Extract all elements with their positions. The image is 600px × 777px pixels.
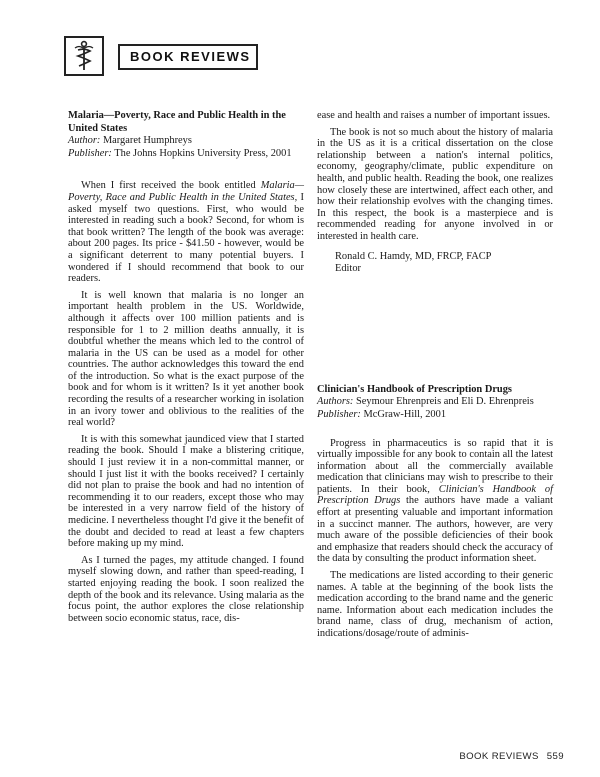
review-publisher: [68, 148, 304, 161]
second-review: [317, 384, 553, 640]
book-title-italic: Malaria—Poverty, Race and Public Health in the United States,: [68, 180, 304, 203]
publisher-name: McGraw-Hill, 2001: [363, 408, 447, 420]
authors-names: Seymour Ehrenpreis and Eli D. Ehrenpreis: [355, 396, 534, 408]
body-paragraph: [317, 438, 553, 566]
publisher-name: The Johns Hopkins University Press, 2001: [114, 147, 292, 159]
body-paragraph-continued: ease and health and raises a number of important issues.: [317, 110, 551, 121]
caduceus-icon: [67, 39, 101, 73]
publisher-label: Publisher:: [68, 147, 112, 159]
page-number: 559: [546, 751, 564, 762]
body-paragraph: It is well known that malaria is no longer an important health problem in the US. Worldwide, although it affects over 100 million patients and is responsible for 1 to 2 million deaths annually, it is doubtful whether the means which led to the control of malaria in the US can be used as a model for other countries. The author acknowledges this toward the end of the introduction. So what is the exact purpose of the book and for whom is it written? Is it yet another book recording the results of a researcher working in isolation in an ivory tower and oblivious to the realities of the real world?: [68, 289, 304, 429]
paragraph-text: When I first received the book entitled: [81, 180, 261, 192]
running-title: BOOK REVIEWS: [459, 751, 539, 762]
paragraph-text: I asked myself two questions. First, who would be interested in reading such a book? Second, for whom is that book written? The length of the book was average: about 200 pages. Its price - $41.50 - however, would be a significant deterrent to many potential buyers. I wondered if I should recommend that book to our readers.: [68, 191, 305, 285]
section-title: BOOK REVIEWS: [118, 44, 258, 70]
authors-label: Authors:: [317, 396, 354, 408]
journal-logo: [64, 36, 104, 76]
body-paragraph: The book is not so much about the history of malaria in the US as it is a critical dissertation on the close relationship between a nation's internal politics, economy, geography/climate, public expenditure on health, and public health. Reading the book, one realizes how closely these are intertwined, affect each other, and how their relationship evolves with the changing times. In this respect, the book is a masterpiece and is recommended reading for anyone involved in or interested in health care.: [317, 126, 553, 242]
body-paragraph: As I turned the pages, my attitude changed. I found myself slowing down, and rather than speed-reading, I started enjoying reading the book. I soon realized the depth of the book and its relevance. Using malaria as the focus point, the author explores the close relationship between socio economic status, race, dis-: [68, 554, 304, 624]
page-footer: [451, 751, 564, 762]
author-label: Author:: [68, 135, 101, 147]
section-header: [64, 22, 262, 84]
reviewer-role: Editor: [335, 263, 361, 275]
review-authors: [317, 396, 553, 409]
review-publisher: [317, 409, 553, 422]
review-title: Malaria—Poverty, Race and Public Health in the United States: [68, 110, 286, 134]
book-title-italic: Clinician's Handbook of Prescription Drugs: [317, 483, 553, 507]
paragraph-text: Progress in pharmaceutics is so rapid that it is virtually impossible for any book to contain all the latest information about all the commercially available medication that clinicians may wish to prescribe to their patients. In their book,: [317, 437, 553, 495]
left-column: [68, 110, 304, 629]
body-paragraph: [68, 180, 304, 284]
review-author: [68, 135, 304, 148]
paragraph-text: the authors have made a valiant effort at presenting valuable and important information in a succinct manner. The authors, however, are very much aware of the possible deficiencies of their book and emphasize that readers should check the accuracy of the data by consulting the product information sheet.: [317, 495, 553, 565]
reviewer-name: Ronald C. Hamdy, MD, FRCP, FACP: [335, 250, 492, 262]
publisher-label: Publisher:: [317, 408, 361, 420]
body-paragraph: The medications are listed according to their generic names. A table at the beginning of the book lists the medication according to the brand name and the generic name. Information about each medication includes the brand name, class of drug, mechanism of action, indications/dosage/route of adminis-: [317, 570, 553, 639]
body-paragraph: It is with this somewhat jaundiced view that I started reading the book. Should I make a blistering critique, should I just review it in a non-committal manner, or should I just list it with the books received? I certainly did not plan to praise the book and had no intention of recommending it to our readers, except those who may be interested in a very narrow field of the history of medicine. I nevertheless thought I'd give it the benefit of the doubt and decided to read at least a few chapters before making up my mind.: [68, 433, 304, 550]
reviewer-signature: [335, 251, 553, 276]
author-name: Margaret Humphreys: [102, 135, 192, 147]
review-title: Clinician's Handbook of Prescription Drugs: [317, 383, 512, 395]
right-column: [317, 110, 553, 645]
